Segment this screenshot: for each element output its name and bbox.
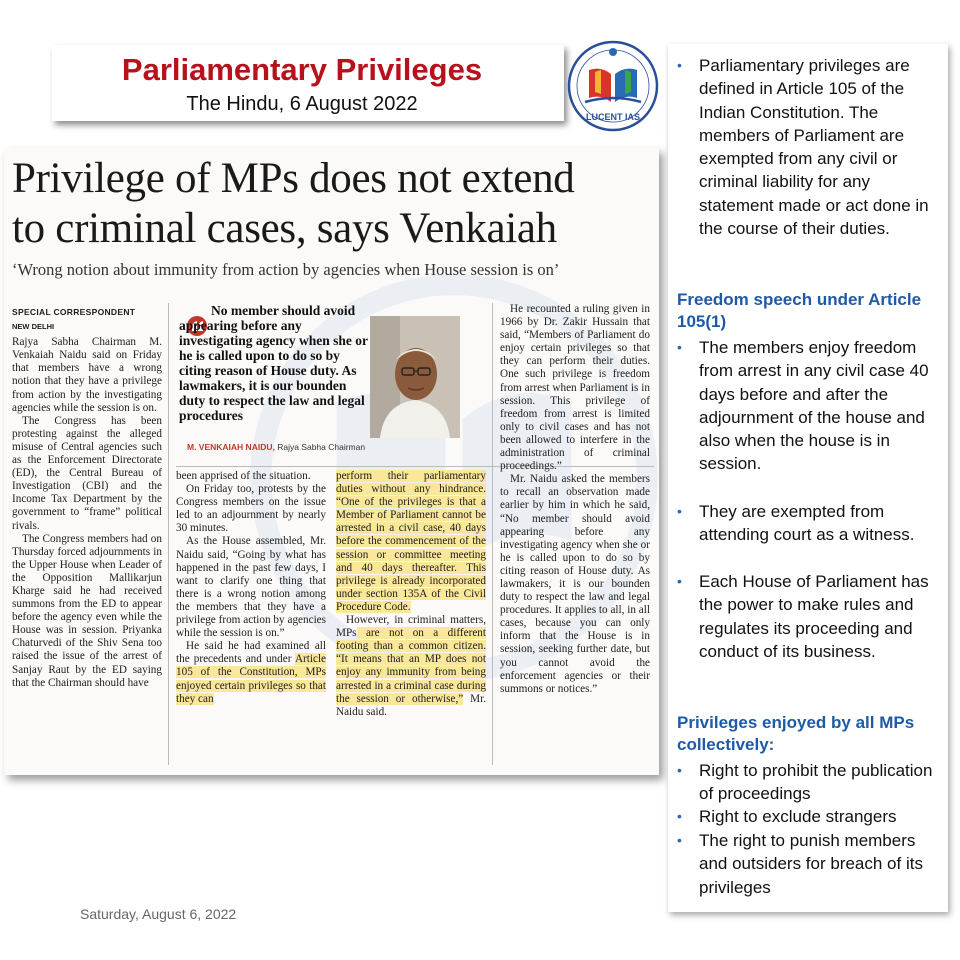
panel-point	[677, 500, 939, 547]
source-line: The Hindu, 6 August 2022	[186, 93, 418, 115]
panel-heading-freedom-speech: Freedom speech under Article 105(1)	[677, 290, 922, 331]
panel-point-text: The members enjoy freedom from arrest in any civil case 40 days before and after the adjournment of the house and also when the house is in session.	[699, 338, 929, 474]
col2-paragraph: On Friday too, protests by the Congress members on the issue led to an adjournment by nearly 30 minutes.	[176, 483, 326, 535]
pull-quote-attribution	[187, 442, 365, 452]
title-card	[52, 45, 564, 121]
col3-text: However, in criminal matters, MPs	[336, 614, 486, 640]
article-headline	[12, 154, 652, 254]
panel-point-text: Right to prohibit the publication of proceedings	[699, 761, 933, 804]
headline-line-2: to criminal cases, says Venkaiah	[12, 205, 557, 252]
panel-point	[677, 829, 939, 899]
col2-text: He said he had examined all the precedents and under	[176, 640, 326, 666]
bullet-icon: •	[677, 57, 682, 73]
panel-intro	[677, 54, 939, 240]
article-subheadline: ‘Wrong notion about immunity from action by agencies when House session is on’	[12, 260, 560, 279]
panel-heading-collective-privileges: Privileges enjoyed by all MPs collectively:	[677, 713, 915, 754]
dateline: NEW DELHI	[12, 322, 55, 332]
bullet-icon: •	[677, 503, 682, 519]
col2-paragraph: As the House assembled, Mr. Naidu said, “Going by what has happened in the past few days, I want to clarify one thing that there is a wrong notion among the members that they have a privilege from action by agencies while the session is on.”	[176, 535, 326, 640]
bullet-icon: •	[677, 832, 682, 848]
bullet-icon: •	[677, 808, 682, 824]
highlighted-text: perform their parliamentary duties without any hindrance. “One of the privileges is that a Member of Parliament cannot be arrested in a civil case, 40 days before the commencement of the session or committee meeting and 40 days thereafter. This privilege is already incorporated under section 135A of the Civil Procedure Code.	[336, 470, 486, 613]
col2-paragraph	[176, 640, 326, 705]
bullet-icon: •	[677, 339, 682, 355]
portrait-image	[370, 316, 460, 438]
col1-paragraph: The Congress has been protesting against the alleged misuse of Central agencies such as the Enforcement Directorate (ED), the Central Bureau of Investigation (CBI) and the Income Tax Department by the government to “frame” political rivals.	[12, 414, 162, 532]
col3-paragraph	[336, 470, 486, 614]
col1-paragraph: The Congress members had on Thursday forced adjournments in the Upper House when Leader of the Opposition Mallikarjun Kharge said he had received summons from the ED to appear before the agency even while the House was in session. Priyanka Chaturvedi of the Shiv Sena too raised the issue of the arrest of Sanjay Raut by the ED saying that the Chairman should have	[12, 532, 162, 689]
quote-name: M. VENKAIAH NAIDU,	[187, 442, 275, 452]
column-divider	[168, 303, 169, 765]
panel-point	[677, 805, 939, 828]
pull-quote-text: No member should avoid appearing before any investigating agency when she or he is called upon to do so by citing reason of House duty. As lawmakers, it is our bounden duty to respect the law and legal procedures	[179, 303, 368, 423]
article-column-3	[336, 470, 486, 719]
notes-panel	[668, 44, 948, 912]
article-column-1	[12, 306, 162, 690]
bullet-icon: •	[677, 573, 682, 589]
col1-paragraph: Rajya Sabha Chairman M. Venkaiah Naidu said on Friday that members have a wrong notion that they have a privilege from action by the investigating agencies while the session is on.	[12, 336, 162, 414]
page-title: Parliamentary Privileges	[121, 52, 483, 87]
bullet-icon: •	[677, 762, 682, 778]
article-column-4	[500, 303, 650, 696]
byline: SPECIAL CORRESPONDENT	[12, 307, 136, 317]
newspaper-clipping	[4, 148, 659, 775]
panel-point	[677, 336, 939, 476]
venkaiah-photo	[370, 316, 460, 438]
col4-paragraph: He recounted a ruling given in 1966 by Dr. Zakir Hussain that said, “Members of Parliament do enjoy certain privileges so that they can perform their duties. One such privilege is freedom from arrest when Parliament is in session. This privilege of freedom from arrest is limited only to civil cases and has not been allowed to interfere in the administration of criminal proceedings.”	[500, 303, 650, 473]
panel-point-text: Right to exclude strangers	[699, 807, 897, 826]
col3-paragraph	[336, 614, 486, 719]
panel-point	[677, 570, 939, 663]
book-logo-icon	[567, 40, 659, 132]
logo-text: LUCENT IAS	[586, 112, 640, 122]
col3-text: Mr. Naidu said.	[336, 692, 486, 718]
panel-point	[677, 759, 939, 806]
highlighted-text: Article 105 of the Constitution, MPs enjoyed certain privileges so that they can	[176, 653, 327, 705]
article-column-2	[176, 470, 326, 706]
column-divider	[492, 303, 493, 765]
quote-role: Rajya Sabha Chairman	[274, 442, 366, 452]
col4-paragraph: Mr. Naidu asked the members to recall an observation made earlier by him in which he said, “No member should avoid appearing before any investigating agency when she or he is called upon to do so by citing reason of House duty. As lawmakers, it is our bounden duty to respect the law and legal procedures. It applies to all, in all cases, because you can only inform that the House is in session, seeking further date, but you cannot avoid the enforcement agencies or their summons or notices.”	[500, 473, 650, 695]
panel-point-text: Each House of Parliament has the power to make rules and regulates its proceeding and conduct of its business.	[699, 572, 929, 661]
col2-paragraph: been apprised of the situation.	[176, 470, 311, 482]
headline-line-1: Privilege of MPs does not extend	[12, 155, 575, 202]
panel-intro-text: Parliamentary privileges are defined in Article 105 of the Indian Constitution. The members of Parliament are exempted from any civil or criminal liability for any statement made or act done in the course of their duties.	[699, 56, 929, 239]
footer-date: Saturday, August 6, 2022	[80, 906, 237, 922]
panel-point-text: They are exempted from attending court as a witness.	[699, 502, 915, 545]
pull-quote	[179, 303, 369, 453]
highlighted-text: are not on a different footing than a common citizen. “It means that an MP does not enjoy any immunity from being arrested in a criminal case during the session or otherwise,”	[336, 627, 486, 705]
panel-point-text: The right to punish members and outsiders for breach of its privileges	[699, 831, 923, 897]
